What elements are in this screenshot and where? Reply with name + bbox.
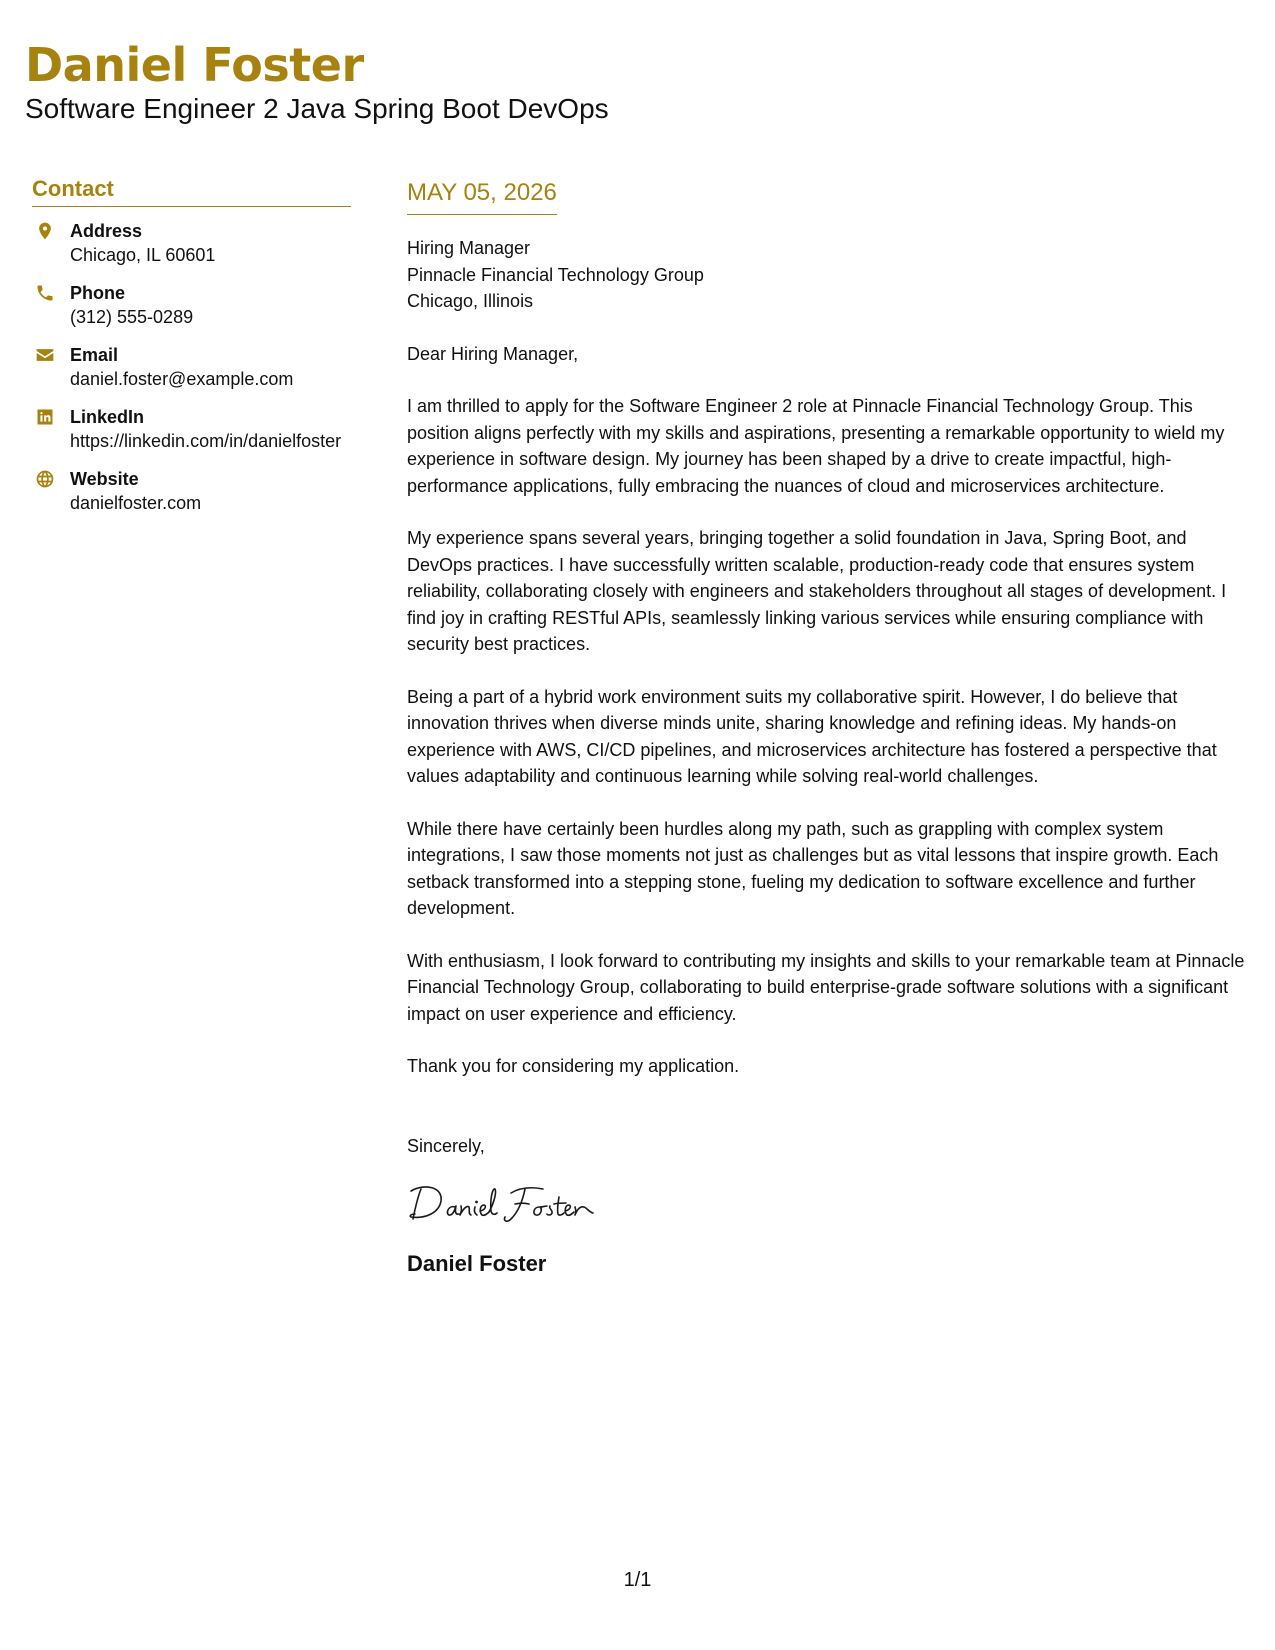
contact-item-phone <box>32 281 351 329</box>
map-pin-icon <box>34 220 56 242</box>
paragraph: I am thrilled to apply for the Software Engineer 2 role at Pinnacle Financial Technology Group. This position aligns perfectly with my skills and aspirations, presenting a remarkable opportunity to wield my experience in software design. My journey has been shaped by a drive to create impactful, high-performance applications, fully embracing the nuances of cloud and microservices architecture. <box>407 396 1225 496</box>
contact-label: Address <box>70 221 143 241</box>
contact-list <box>32 219 351 515</box>
signed-name: Daniel Foster <box>407 1251 547 1276</box>
paragraph: Being a part of a hybrid work environment suits my collaborative spirit. However, I do believe that innovation thrives when diverse minds unite, sharing knowledge and refining ideas. My hands-on experience with AWS, CI/CD pipelines, and microservices architecture has fostered a perspective that values adaptability and continuous learning while solving real-world challenges. <box>407 686 1217 786</box>
letter-paragraphs <box>407 393 1247 1080</box>
contact-label: Email <box>70 345 119 365</box>
contact-item-address <box>32 219 351 267</box>
paragraph: While there have certainly been hurdles along my path, such as grappling with complex system integrations, I saw those moments not just as challenges but as vital lessons that inspire growth. Each setback transformed into a stepping stone, fueling my dedication to software excellence and further development. <box>407 818 1219 918</box>
job-title: Software Engineer 2 Java Spring Boot DevOps <box>25 93 609 124</box>
recipient-location: Chicago, Illinois <box>407 291 534 311</box>
applicant-name: Daniel Foster <box>25 38 364 92</box>
contact-label: Phone <box>70 283 126 303</box>
contact-heading: Contact <box>32 176 351 207</box>
handwritten-signature <box>407 1179 617 1227</box>
linkedin-value[interactable]: https://linkedin.com/in/danielfoster <box>70 431 342 451</box>
paragraph: Thank you for considering my application. <box>407 1056 740 1076</box>
contact-label: LinkedIn <box>70 407 145 427</box>
address-value: Chicago, IL 60601 <box>70 245 216 265</box>
salutation: Dear Hiring Manager, <box>407 343 579 364</box>
page-number: 1/1 <box>623 1569 652 1591</box>
globe-icon <box>34 468 56 490</box>
contact-sidebar <box>32 176 351 529</box>
header <box>25 36 609 126</box>
phone-value[interactable]: (312) 555-0289 <box>70 307 194 327</box>
phone-icon <box>34 282 56 304</box>
letter-date: MAY 05, 2026 <box>407 178 557 215</box>
recipient-block <box>407 235 1247 315</box>
website-value[interactable]: danielfoster.com <box>70 493 202 513</box>
contact-item-linkedin <box>32 405 351 453</box>
contact-item-email <box>32 343 351 391</box>
linkedin-icon <box>34 406 56 428</box>
letter-body <box>407 178 1247 1278</box>
recipient-title: Hiring Manager <box>407 238 531 258</box>
envelope-icon <box>34 344 56 366</box>
paragraph: My experience spans several years, bringing together a solid foundation in Java, Spring Boot, and DevOps practices. I have successfully written scalable, production-ready code that ensures system reliability, collaborating closely with engineers and stakeholders throughout all stages of development. I find joy in crafting RESTful APIs, seamlessly linking various services while ensuring compliance with security best practices. <box>407 528 1227 654</box>
closing: Sincerely, <box>407 1135 485 1156</box>
recipient-company: Pinnacle Financial Technology Group <box>407 264 704 285</box>
contact-item-website <box>32 467 351 515</box>
email-value[interactable]: daniel.foster@example.com <box>70 369 294 389</box>
contact-label: Website <box>70 469 139 489</box>
paragraph: With enthusiasm, I look forward to contributing my insights and skills to your remarkable team at Pinnacle Financial Technology Group, collaborating to build enterprise-grade software solutions with a significant impact on user experience and efficiency. <box>407 950 1245 1024</box>
